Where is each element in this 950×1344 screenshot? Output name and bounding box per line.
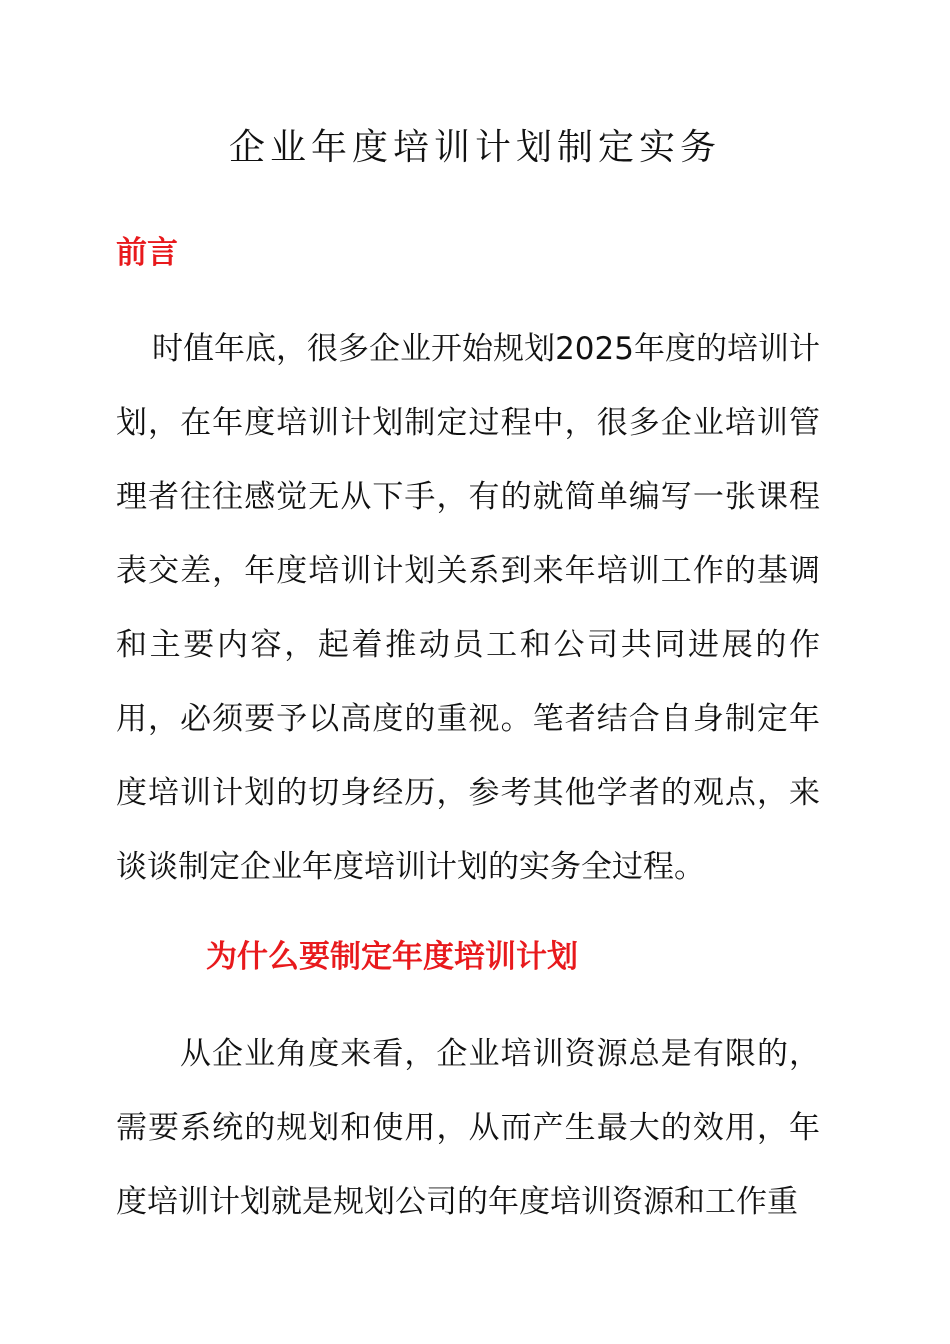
section-heading-preface: 前言	[116, 235, 178, 271]
preface-paragraph: 时值年底，很多企业开始规划2025年度的培训计划，在年度培训计划制定过程中，很多企业培训管理者往往感觉无从下手，有的就简单编写一张课程表交差，年度培训计划关系到来年培训工作的基调和主要内容，起着推动员工和公司共同进展的作用，必须要予以高度的重视。笔者结合自身制定年度培训计划的切身经历，参考其他学者的观点，来谈谈制定企业年度培训计划的实务全过程。	[116, 331, 820, 885]
document-title: 企业年度培训计划制定实务	[228, 127, 721, 168]
why-plan-paragraph: 从企业角度来看，企业培训资源总是有限的，需要系统的规划和使用，从而产生最大的效用，年度培训计划就是规划公司的年度培训资源和工作重	[116, 1036, 820, 1220]
section-heading-why-plan: 为什么要制定年度培训计划	[206, 939, 578, 975]
